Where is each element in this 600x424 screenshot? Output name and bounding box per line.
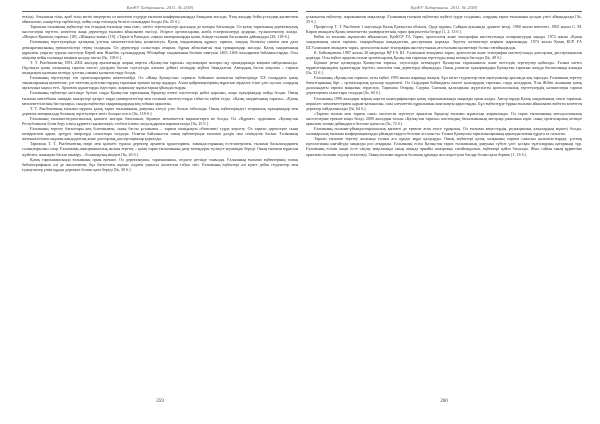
- paragraph: Ғалымның зерттеулерінде қазақтың ұлттық мемлекеттілігінің қалыптасуы, Қазақ хандығының құрылу тарихы, хандық биліктің сипаты мен дала демократиясының ерекшеліктері терең талданды. Ол деректерді салыстыра отырып, бұрын айтылмаған тың тұжырымдар жасады. Қазақ хандығының құрылған уақыты туралы мәселеде Керей мен Жәнібек сұлтандардың Әбілқайыр хандығынан бөлініп шығуын 1465–1466 жылдармен байланыстырды. Осы пікірлер кейін ғылымда кеңінен қолдау тапты [№, 118-б.].: [22, 39, 298, 60]
- paragraph: Профессор Т. Т. Рысбеков 1 маусымда Қазақ Қазақстан облысы, Орда ауданы, Сайқын ауылында дүниеге келді. 1960 жылы мектепті, 1965 жылы С. М. Киров атындағы Қазақ мемлекеттік университетінің тарих факультетін бітірді [1, 2, 13 б.].: [306, 24, 582, 35]
- paragraph: Ғалымның зерттеу бағыттары кең болғанымен, оның басты ұстанымы – тарихи шындықты объективті түрде көрсету. Ол тарихи деректерге сыни көзқараспен қарап, әртүрлі пікірлерді салыстыра талдады. Осыған байланысты оның еңбектерінде ғылыми дәлдік пен сенімділік басым. Ғалымның жетекшілігімен ондаған кандидаттық және докторлық диссертациялар қорғалды.: [22, 126, 298, 142]
- header-rule: [306, 11, 582, 12]
- paragraph: Ғалымның «Қазақстан тарихы» атты еңбегі 1995 жылы жарыққа шықты. Бұл кітап студенттер мен оқытушылар арасында кең таралды. Ғалымның зерттеу бағыттарының бірі – ортағасырлық қалалар мәдениеті. Ол Сырдария бойындағы ежелгі қалалардың тарихын, сауда жолдарын, Ұлы Жібек жолының қазақ даласындағы тарихи маңызын зерделеді. Тарихшы Отырар, Сауран, Сығанақ қалаларына жүргізілген археологиялық зерттеулердің нәтижелерін тарихи деректермен салыстыра талдады [№, 60 б.].: [306, 75, 582, 96]
- left-page: [22, 0, 298, 424]
- page-number: 259: [156, 399, 164, 404]
- paragraph: Қазақ тарихнамасында ғалымның орны ерекше. Ол деректанушы, тарихнамашы, педагог ретінде танылды. Ғалымның ғылыми еңбектерінің толық библиографиясы әлі де жасалмаған, бұл бағыттағы жұмыс алдағы уақытта жалғасын табуы тиіс. Ғалымның еңбектері әлі күнге дейін студенттер мен ізденушілер үшін құнды дереккөз болып қала береді [№, 30 б.].: [22, 156, 298, 172]
- right-page-body: [306, 14, 582, 397]
- right-page: [306, 0, 582, 424]
- running-head: ҚазҰУ Хабаршысы. 2011. № 2(58): [410, 5, 478, 10]
- paragraph: Ғалымның ғылыми-педагогикалық қызметі жоғары бағаланып, бірнеше мемлекеттік марапаттарға ие болды. Ол «Құрмет» орденімен, «Қазақстан Республикасы білім беру ісінің құрметті қызметкері» төсбелгісімен, медальдармен марапатталды [№, 25 б.].: [22, 115, 298, 126]
- paragraph: ұсынылған еңбектер, жарияланған мақалалар. Ғалымның ғылыми еңбектері жүйелі түрде талданып, олардың тарих ғылымына қосқан үлесі айқындалды [№, 35 б.].: [306, 14, 582, 25]
- paragraph: Ғалымның 1990 жылдары жарық көрген монографиялары қазақ тарихнамасында маңызды орын алады. Автор мұнда Қазақ хандығының саяси тарихын, көршілес мемлекеттермен қарым-қатынасын, ішкі әлеуметтік құрылымын жан-жақты қарастырды. Бұл еңбектерде бұрын ғылыми айналымға енбеген көптеген деректер пайдаланылды [№, 64 б.].: [306, 95, 582, 111]
- header-rule: [22, 11, 298, 12]
- paragraph: Ғалымның еңбектері негізінде бүгінгі таңда Қазақстан тарихының бірқатар өзекті мәселелері қайта қаралып, жаңа тұжырымдар пайда болды. Оның ғылыми мектебінен шыққан шәкірттері қазіргі таңда университеттер мен ғылыми институттарда табысты еңбек етуде. «Қазақ хандығының тарихы», «Қазақ мемлекеттілігінің бастаулары» сынды еңбектері оқырмандардың кең тобына арналған.: [22, 90, 298, 106]
- paragraph: К. Байпақовпен 1987 жылы 20 наурызда ҚР ҒА Ш. Уәлиханов атындағы тарих, археология және этнография институтында докторлық диссертациясын қорғады. Осы еңбегі арқылы ғалым ортағасырлық Қазақстан тарихын зерттеудің жаңа кезеңін бастады [№, 49 б.].: [306, 49, 582, 60]
- paragraph: Т. Т. Рысбековтың 1991–2002 жылдар аралығында жарық көрген «Қазақстан тарихы» оқулықтары жоғары оқу орындарында кеңінен пайдаланылды. Оқулықта қазақ халқының тарихы ежелгі дәуірден бастап тәуелсіздік алғанға дейінгі кезеңдер жүйелі баяндалған. Автордың басты мақсаты – тарихи шындықты қалпына келтіру, ұлттық сананы қалыптастыру болды.: [22, 59, 298, 76]
- paragraph: Ғалымның зерттеулері тек ортағасырлармен шектелмейді. Ол «Жаңа Қазақстан» сериясы бойынша жазылған еңбектерінде ХХ ғасырдағы қазақ зиялыларының қызметіне, ұлт-азаттық қозғалыстардың тарихына ерекше назар аударды. Алаш қайраткерлерінің мұрасын зерделеу ісіне үлес қосып, олардың ақталуына ықпал етті. Архивтік құжаттарды іздестіріп, жариялау жұмыстарын ұйымдастырды.: [22, 75, 298, 91]
- left-page-body: [22, 14, 298, 397]
- paragraph: Тарихшы Т. Т. Рысбековтың өмірі мен қызметі туралы деректер архивтік құжаттармен, замандастарының естеліктерімен, ғылыми басылымдармен толықтырылып отыр. Ғалымның шығармашылық жолын зерттеу – қазақ тарих ғылымының даму кезеңдерін түсінуге мүмкіндік береді. Оның ғылыми мұрасын жүйелеп, жинақтап басып шығару – болашақтың міндеті [№, 26 б.].: [22, 141, 298, 157]
- paragraph: Ғалымның ғылыми-ұйымдастырушылық қызметі де ерекше атап өтуге тұрарлық. Ол ғылыми кеңестердің, редакциялық алқалардың мүшесі болды, халықаралық ғылыми конференцияларды ұйымдастыруға белсене атсалысты. Ғалым Қазақстан тарихшыларының қауымдастығын құруға ат салысты.: [306, 126, 582, 137]
- paragraph: Бірінші ретке қазақтарды Қазақстан тарихы, тәуелсіздік кезеңіндегі Қазақстан тарихнамасы және шетелдік зерттеулер қойылды. Ғалым шетел мұрағаттарындағы құжаттарды зерттеп, көптеген тың деректерді айқындады. Оның ұсынған тұжырымдары Қазақстан тарихын жазуда басшылыққа алынды [№, 52 б.].: [306, 59, 582, 76]
- paragraph: өткізді. Ағылшын тілін, араб тілін жетік меңгерген ол көптеген елдерде ғылыми конференцияларда баяндама жасады. Ұзақ жылдар бойы ұстаздық қызметпен айналысып, шәкірттер тәрбиеледі, кейін олар еліміздің белгілі ғалымдары болды [№, 25 б.].: [22, 14, 298, 25]
- paragraph: Кейін ол ғылыми жұмыспен айналысып, ҚазКСР ҒА Тарих, археология және этнография институтында аспирантурада оқыды. 1972 жылы «Қазақ хандығының саяси тарихы» тақырыбында кандидаттық диссертация қорғады. Зерттеу нәтижелері кеңінен жарияланды. 1974 жылы Қазақ КСР ҒА Ш.Уәлиханов атындағы тарих, археология және этнография институтының аға ғылыми қызметкері болып тағайындалды.: [306, 34, 582, 50]
- paragraph: «Тарихи ғылым мен тарихи сана» мәселесін зерттеуге арналған бірқатар ғылыми жұмыстар жарияланды. Ол тарих ғылымының методологиялық мәселелеріне ерекше көңіл бөлді. 2000 жылдары ғалым «Қазақстан тарихы» көптомдық басылымының авторлар ұжымына кіріп, оның ортағасырлық кезеңге арналған томын дайындауға белсене қатысты [№, 72 б.].: [306, 110, 582, 126]
- running-head: ҚазҰУ Хабаршысы. 2011. № 2(58): [126, 5, 194, 10]
- paragraph: Т. Т. Рысбековтың ғылыми мұрасы қазақ тарих ғылымының дамуына елеулі үлес болып табылады. Оның еңбектеріндегі теориялық тұжырымдар мен деректік материалдар болашақ зерттеулерге негіз болары сөзсіз [№, 118-б.].: [22, 105, 298, 116]
- paragraph: Тарихи ғылыми зерттеу жолында ғалым аса құнды мұра қалдырды. Оның еңбектері қазақ халқының тарихи санасын қалыптастыруда, ұлттық идеологияны нығайтуда маңызды рөл атқарады. Ғалымның есімі Қазақстан тарих ғылымының дамуына сүбелі үлес қосқан тұлғалардың қатарында тұр. Ғалымның есімін мәңгі есте сақтау мақсатында оның атында арнайы шәкіртақы тағайындалып, еңбектері қайта басылды. Жыл сайын оның құрметіне арналған ғылыми оқулар өткізіледі. Оның ғылыми мұрасы болашақ ұрпаққа жол көрсетуші бағдар болып қала бермек [1, 16 б.].: [306, 136, 582, 157]
- page-number: 260: [440, 399, 448, 404]
- paragraph: Тарихшы ғалымның еңбектері тек отандық ғылымда ғана емес, шетел зерттеушілері арасында да жоғары бағаланды. Ол қазақ тарихының деректанулық мәселелерін зерттеп, көптеген жаңа деректерді ғылыми айналымға енгізді. Әсіресе ортағасырлық жазба ескерткіштерді аударып, түсініктемелер жазды. «Моңғол-Қыпшақ тарихы» [18], «Шыңғыс-нама» [19], «Тарих-и Рашиди» сияқты шығармаларды қазақ тілінде ғылыми басылымға дайындады [20, 118-б.].: [22, 24, 298, 40]
